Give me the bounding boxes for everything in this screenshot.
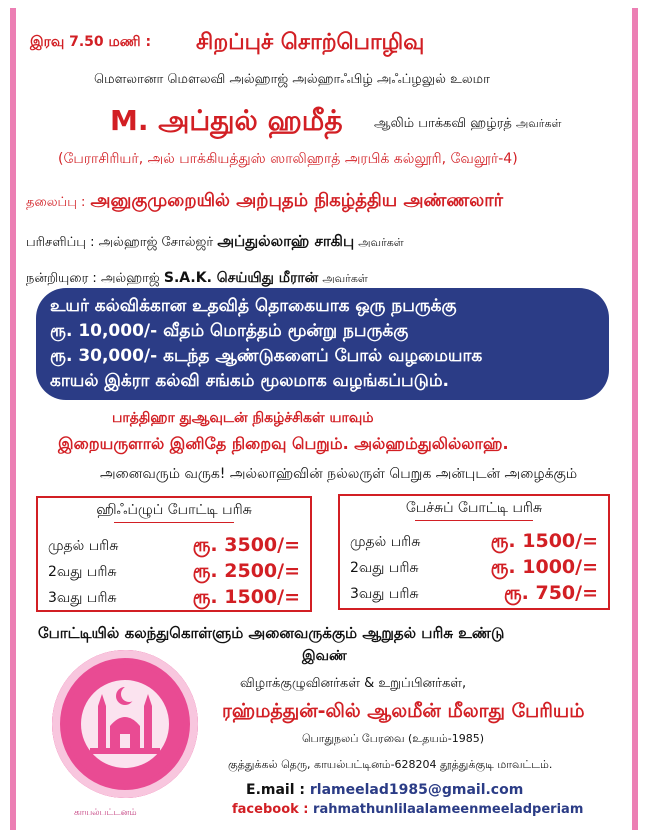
thanks-row	[26, 270, 368, 288]
prize-row	[48, 534, 300, 560]
organization-seal-logo	[52, 650, 198, 798]
facebook-link[interactable]: rahmathunlilaalameenmeeladperiam	[313, 802, 584, 817]
speech-prize-title: பேச்சுப் போட்டி பரிசு	[405, 500, 543, 516]
scholarship-line: ரூ. 30,000/- கடந்த ஆண்டுகளைப் போல் வழமையாக	[50, 346, 483, 366]
prize-place: முதல் பரிசு	[48, 538, 119, 554]
thanks-prefix: அல்ஹாஜ்	[100, 271, 160, 286]
closing-line-2: இறையருளால் இனிதே நிறைவு பெறும். அல்ஹம்துலில்லாஹ்.	[58, 434, 509, 453]
presenter-name: அப்துல்லாஹ் சாகிபு	[217, 232, 355, 250]
scholarship-line: ரூ. 10,000/- வீதம் மொத்தம் மூன்று நபருக்கு	[50, 321, 409, 341]
scholarship-line: உயர் கல்விக்கான உதவித் தொகையாக ஒரு நபருக்கு	[50, 296, 457, 316]
hifz-prize-box	[36, 496, 312, 612]
speaker-honorific: மௌலானா மௌலவி அல்ஹாஜ் அல்ஹாஃபிழ் அஃப்ழலுல் உலமா	[94, 72, 490, 87]
title-underline	[114, 522, 234, 523]
presenter-row	[26, 232, 404, 252]
topic-row	[26, 190, 503, 213]
prize-place: 3வது பரிசு	[350, 586, 419, 602]
event-time: இரவு 7.50 மணி :	[30, 34, 152, 50]
by-label: இவண்	[302, 648, 347, 664]
speaker-name: M. அப்துல் ஹமீத்	[110, 104, 343, 137]
speaker-suffix-title: ஆலிம் பாக்கவி ஹழ்ரத்	[374, 116, 512, 131]
prize-amount: ரூ. 1500/=	[490, 530, 598, 552]
email-label: E.mail :	[246, 782, 305, 798]
facebook-row	[232, 802, 583, 817]
topic-value: அனுகுமுறையில் அற்புதம் நிகழ்த்திய அண்ணலார்	[90, 190, 504, 211]
invitation-line: அனைவரும் வருக! அல்லாஹ்வின் நல்லருள் பெறுக அன்புடன் அழைக்கும்	[100, 466, 578, 482]
speaker-suffix-respect: அவர்கள்	[516, 117, 562, 130]
organizer-address: குத்துக்கல் தெரு, காயல்பட்டினம்-628204 தூத்துக்குடி மாவட்டம்.	[228, 758, 553, 771]
prize-amount: ரூ. 3500/=	[192, 534, 300, 556]
thanks-label: நன்றியுரை :	[26, 271, 97, 286]
presenter-prefix: அல்ஹாஜ் சோல்ஜர்	[98, 235, 214, 250]
closing-line-1: பாத்திஹா துஆவுடன் நிகழ்ச்சிகள் யாவும்	[112, 410, 374, 426]
prize-amount: ரூ. 1500/=	[192, 586, 300, 608]
email-row	[246, 782, 523, 798]
hifz-prize-title: ஹிஃப்ழுப் போட்டி பரிசு	[96, 502, 252, 518]
prize-row	[350, 530, 598, 556]
prize-row	[48, 560, 300, 586]
organizer-committee: விழாக்குழுவினர்கள் & உறுப்பினர்கள்,	[240, 676, 467, 691]
consolation-line: போட்டியில் கலந்துகொள்ளும் அனைவருக்கும் ஆறுதல் பரிசு உண்டு	[38, 624, 505, 642]
thanks-suffix: அவர்கள்	[322, 272, 368, 285]
organizer-subtitle: பொதுநலப் பேரவை (உதயம்-1985)	[302, 732, 484, 745]
scholarship-box	[36, 288, 609, 400]
prize-amount: ரூ. 2500/=	[192, 560, 300, 582]
prize-row	[48, 586, 300, 612]
prize-place: 3வது பரிசு	[48, 590, 117, 606]
seal-place-text: காயல்பட்டனம்	[74, 808, 137, 818]
prize-amount: ரூ. 1000/=	[490, 556, 598, 578]
organizer-name: ரஹ்மத்துன்-லில் ஆலமீன் மீலாது பேரியம்	[222, 700, 585, 722]
thanks-name: S.A.K. செய்யிது மீரான்	[163, 270, 319, 286]
prize-row	[350, 556, 598, 582]
email-link[interactable]: rlameelad1985@gmail.com	[309, 782, 524, 798]
facebook-label: facebook :	[232, 802, 309, 817]
event-title: சிறப்புச் சொற்பொழிவு	[196, 30, 425, 55]
speaker-role: (பேராசிரியர், அல் பாக்கியத்துஸ் ஸாலிஹாத் அரபிக் கல்லூரி, வேலூர்-4)	[58, 151, 518, 167]
prize-amount: ரூ. 750/=	[503, 582, 598, 604]
prize-place: முதல் பரிசு	[350, 534, 421, 550]
topic-label: தலைப்பு :	[26, 195, 86, 210]
title-underline	[415, 520, 533, 521]
prize-place: 2வது பரிசு	[350, 560, 419, 576]
prize-place: 2வது பரிசு	[48, 564, 117, 580]
mosque-icon	[52, 650, 198, 798]
scholarship-line: காயல் இக்ரா கல்வி சங்கம் மூலமாக வழங்கப்படும்.	[50, 371, 449, 391]
presenter-suffix: அவர்கள்	[358, 236, 404, 249]
speech-prize-box	[338, 494, 610, 610]
presenter-label: பரிசளிப்பு :	[26, 235, 95, 250]
prize-row	[350, 582, 598, 608]
speaker-suffix	[374, 116, 561, 132]
